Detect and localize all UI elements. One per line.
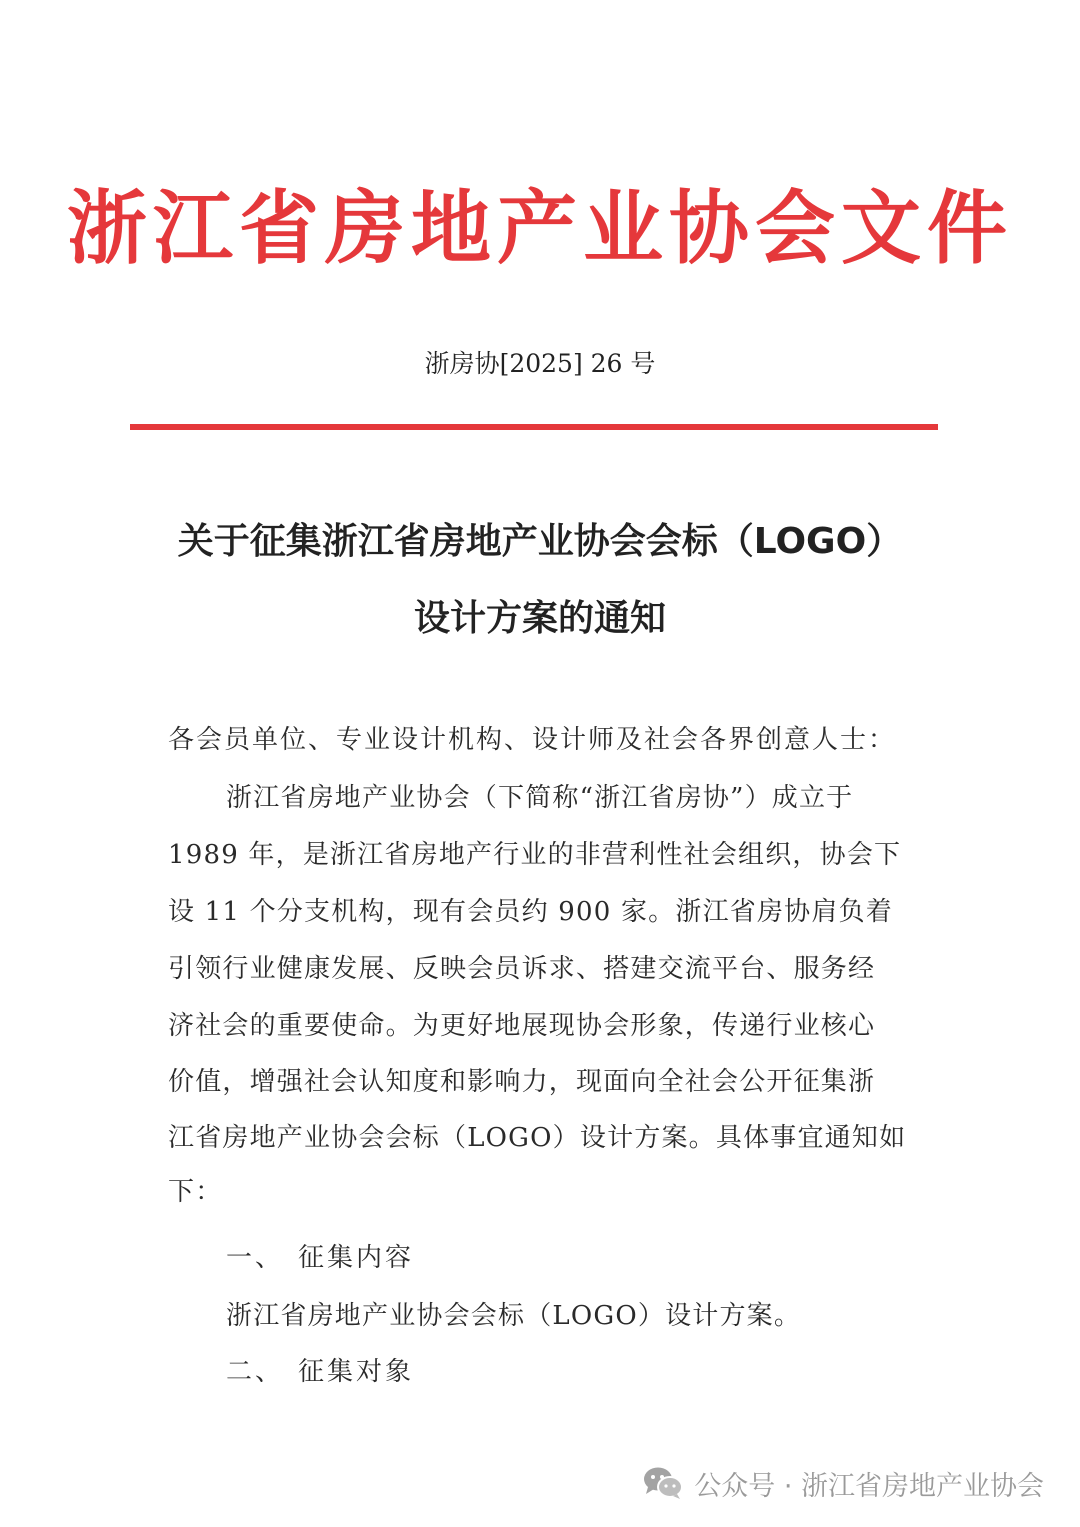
paragraph-line: 江省房地产业协会会标（LOGO）设计方案。具体事宜通知如 [168,1123,907,1153]
document-header-title: 浙江省房地产业协会文件 [67,181,1013,275]
section-number: 一、 [226,1243,285,1273]
section-content-1: 浙江省房地产业协会会标（LOGO）设计方案。 [226,1301,802,1331]
salutation: 各会员单位、专业设计机构、设计师及社会各界创意人士： [168,725,897,755]
notice-title-line2: 设计方案的通知 [413,598,666,639]
paragraph-line: 浙江省房地产业协会（下简称“浙江省房协”）成立于 [226,783,854,813]
red-divider [130,424,938,430]
paragraph-line: 下： [168,1177,223,1207]
section-heading-1 [226,1238,414,1278]
paragraph-line: 引领行业健康发展、反映会员诉求、搭建交流平台、服务经 [168,954,876,984]
section-number: 二、 [226,1357,285,1387]
wechat-icon [642,1465,684,1501]
paragraph-line: 1989 年，是浙江省房地产行业的非营利性社会组织，协会下 [168,840,902,870]
paragraph-line: 价值，增强社会认知度和影响力，现面向全社会公开征集浙 [168,1067,876,1097]
wechat-watermark [642,1460,1044,1506]
document-number: 浙房协[2025] 26 号 [424,349,656,378]
section-title: 征集内容 [298,1243,415,1273]
notice-title-line1: 关于征集浙江省房地产业协会会标（LOGO） [177,521,903,562]
section-title: 征集对象 [298,1357,415,1387]
paragraph-line: 设 11 个分支机构，现有会员约 900 家。浙江省房协肩负着 [168,897,893,927]
section-heading-2 [226,1352,414,1392]
watermark-text: 公众号 · 浙江省房地产业协会 [694,1470,1044,1502]
paragraph-line: 济社会的重要使命。为更好地展现协会形象，传递行业核心 [168,1011,876,1041]
